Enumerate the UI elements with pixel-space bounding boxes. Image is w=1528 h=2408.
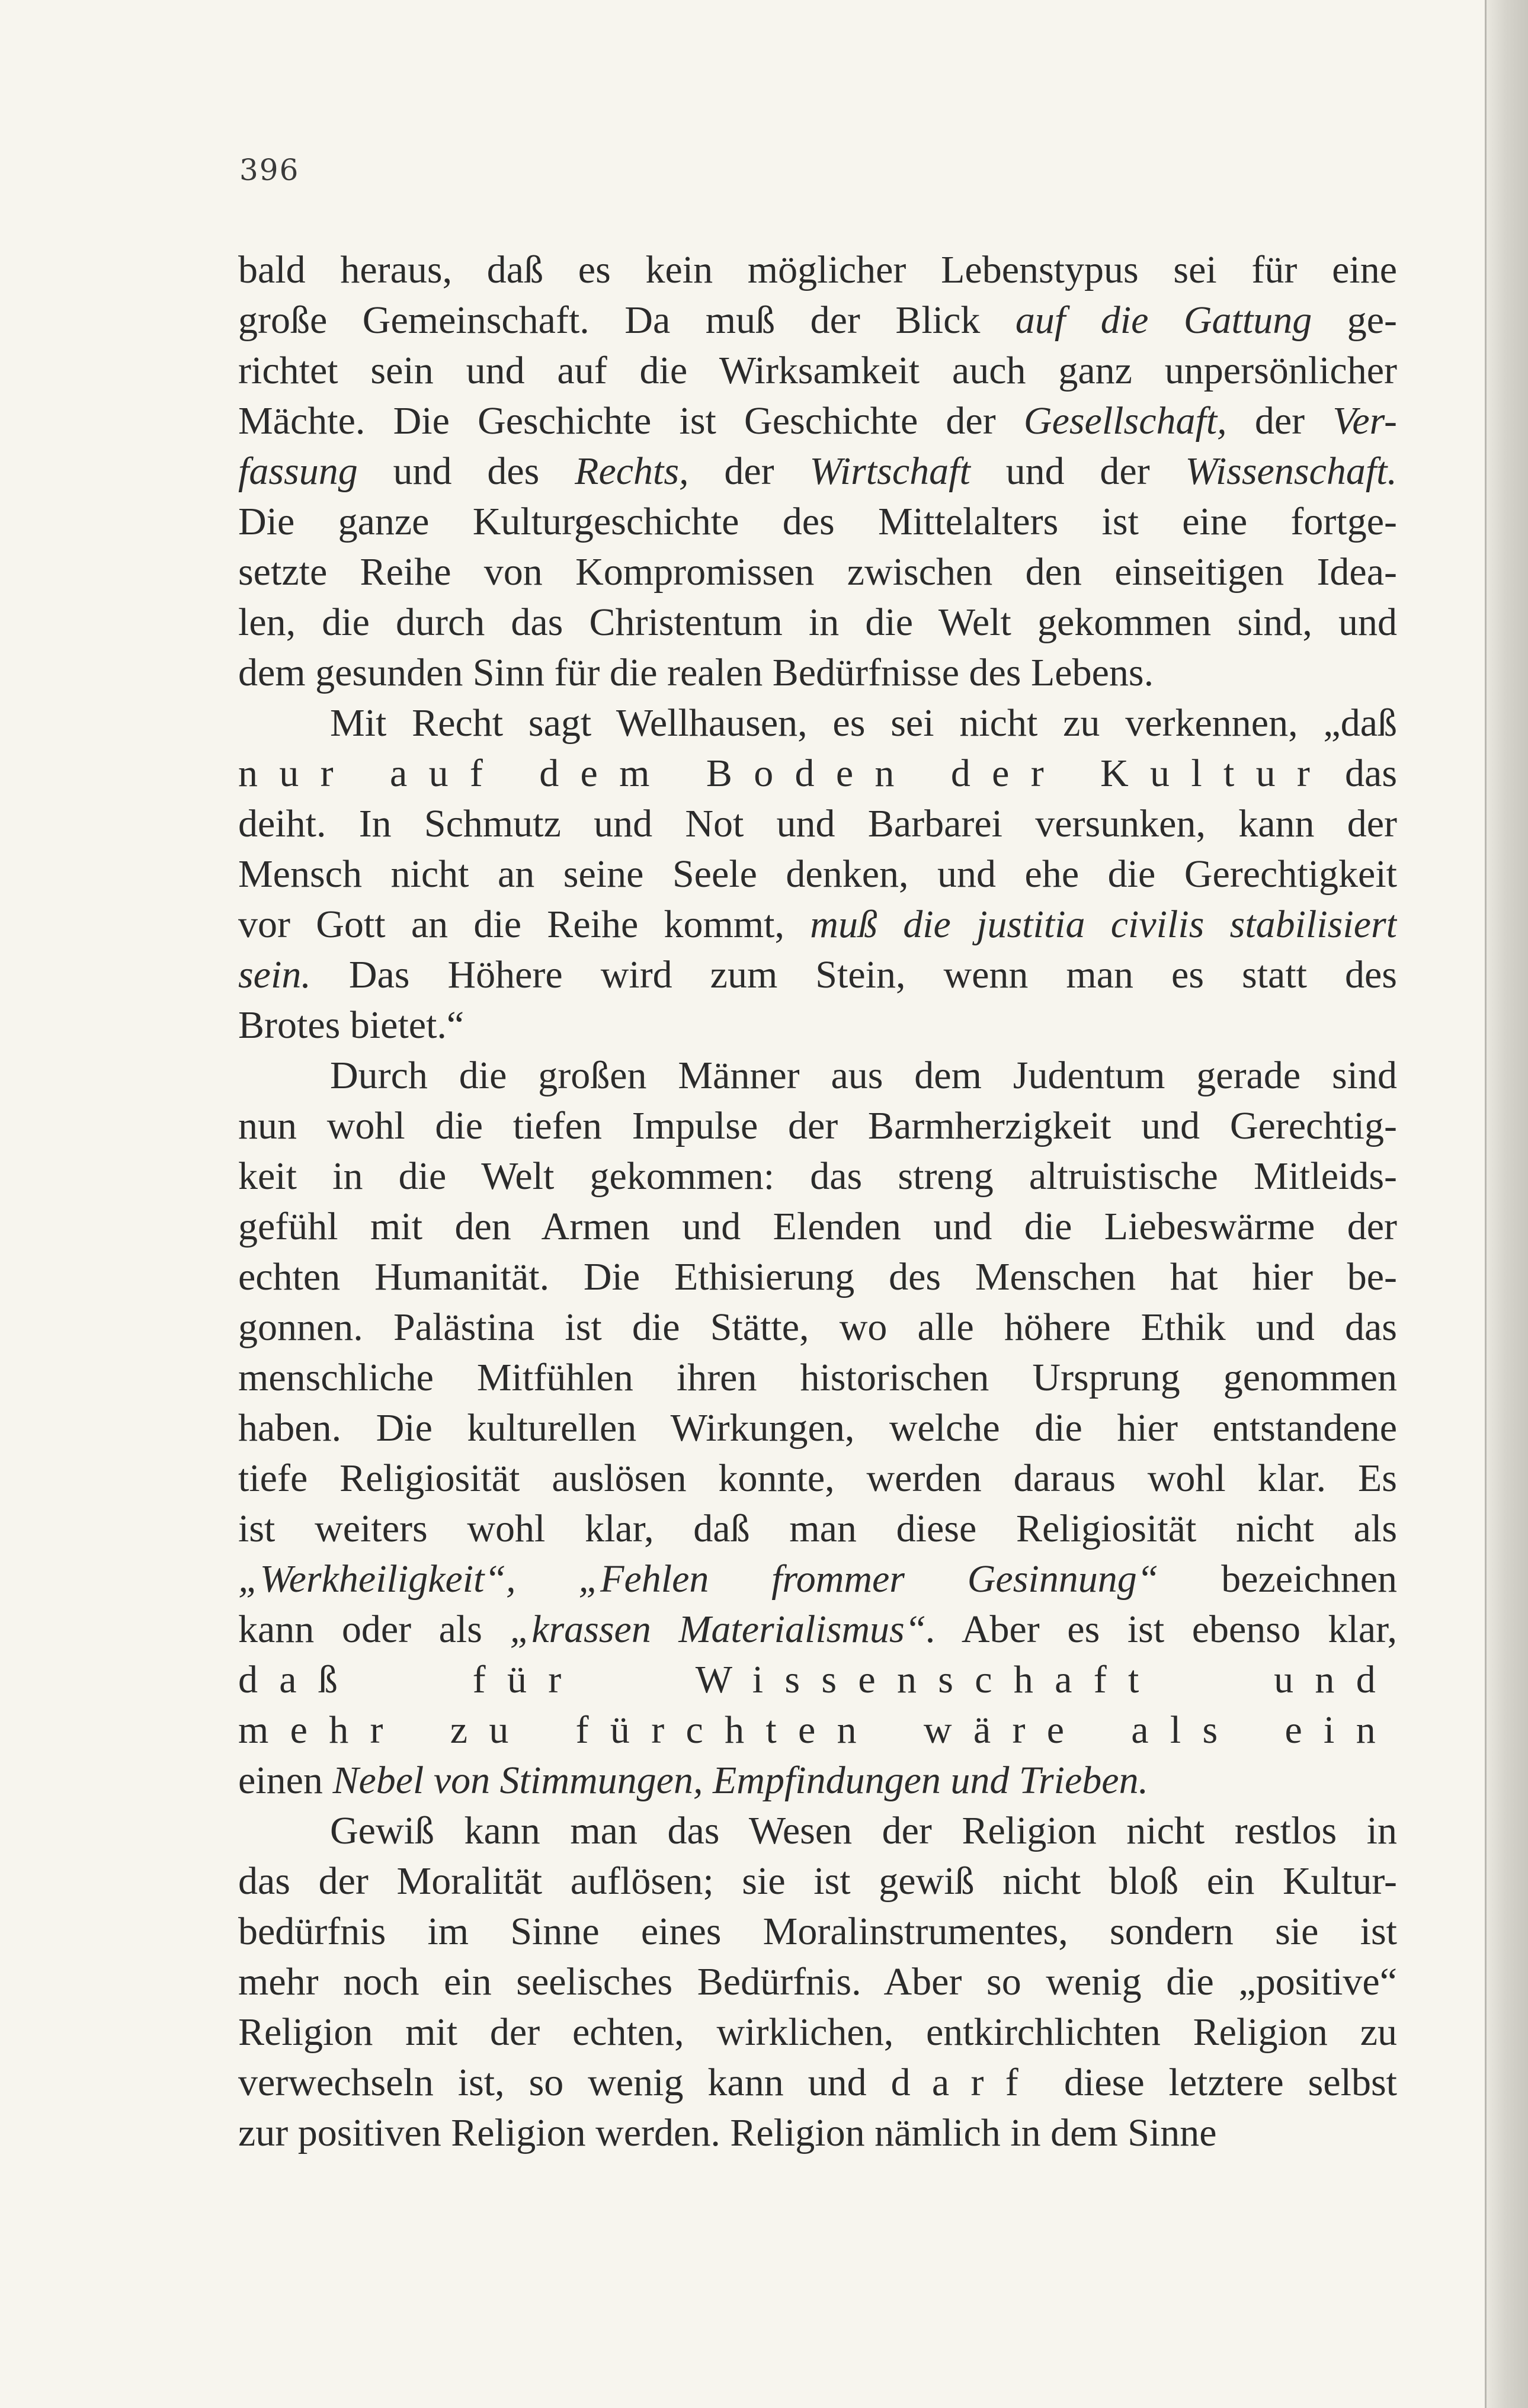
text-line [238,1655,1397,1705]
text-line [238,1453,1397,1503]
text-line [238,396,1397,446]
text-segment: bedürfnis im Sinne eines Moralinstrumentes, sondern sie ist [238,1910,1397,1953]
italic-text: sein. [238,953,311,996]
text-segment: kann oder als [238,1608,510,1651]
text-line [238,1957,1397,2007]
text-line [238,1151,1397,1201]
italic-text: Gesellschaft, [1023,399,1227,443]
text-line [238,748,1397,799]
text-segment: ge- [1312,299,1397,342]
text-segment: deiht. In Schmutz und Not und Barbarei versunken, kann der [238,802,1397,845]
text-segment: Aber es ist ebenso klar, [936,1608,1397,1651]
text-line [238,1906,1397,1957]
text-line [238,597,1397,647]
text-line [238,245,1397,295]
paragraph [238,698,1397,1050]
text-segment: und des [357,450,575,493]
text-line [238,1252,1397,1302]
text-line [238,2057,1397,2108]
text-segment: große Gemeinschaft. Da muß der Blick [238,299,1016,342]
italic-text: Wissenschaft. [1185,450,1397,493]
text-line [238,1554,1397,1604]
text-line [238,1050,1397,1101]
italic-text: Rechts, [575,450,689,493]
text-segment: Durch die großen Männer aus dem Judentum gerade sind [330,1054,1397,1097]
text-segment: richtet sein und auf die Wirksamkeit auch ganz unpersönlicher [238,349,1397,392]
text-segment: der [1226,399,1333,443]
spaced-emphasis-text: mehr zu fürchten wäre als ein [238,1708,1397,1752]
italic-text: Wirtschaft [809,450,970,493]
text-line [238,1101,1397,1151]
text-line [238,2007,1397,2057]
text-segment: haben. Die kulturellen Wirkungen, welche die hier entstandene [238,1406,1397,1450]
text-line [238,1503,1397,1554]
text-segment: gefühl mit den Armen und Elenden und die Liebeswärme der [238,1205,1397,1248]
text-segment: Brotes bietet.“ [238,1003,465,1047]
text-line [238,345,1397,396]
text-segment: dem gesunden Sinn für die realen Bedürfnisse des Lebens. [238,651,1154,694]
text-line [238,1856,1397,1906]
text-line [238,1403,1397,1453]
text-segment: vor Gott an die Reihe kommt, [238,903,811,946]
text-segment: verwechseln ist, so wenig kann und [238,2061,891,2104]
italic-text: muß die justitia civilis stabilisiert [810,903,1397,946]
text-segment: menschliche Mitfühlen ihren historischen Ursprung genommen [238,1356,1397,1399]
text-segment: Religion mit der echten, wirklichen, entkirchlichten Religion zu [238,2011,1397,2054]
text-segment: Mächte. Die Geschichte ist Geschichte der [238,399,1024,443]
text-segment: diese letztere selbst [1040,2061,1397,2104]
text-line [238,1755,1397,1806]
text-line [238,799,1397,849]
italic-text: fassung [238,450,358,493]
text-segment: und der [970,450,1186,493]
body-text [238,245,1397,2158]
text-segment: Die ganze Kulturgeschichte des Mittelalters ist eine fortge- [238,500,1397,543]
text-line [238,496,1397,547]
page-gutter-line [1485,0,1487,2408]
spaced-emphasis-text: darf [890,2061,1040,2104]
text-segment: mehr noch ein seelisches Bedürfnis. Aber so wenig die „positive“ [238,1960,1397,2003]
text-segment: Mensch nicht an seine Seele denken, und ehe die Gerechtigkeit [238,852,1397,896]
italic-text: „krassen Materialismus“. [510,1608,936,1651]
text-segment: gonnen. Palästina ist die Stätte, wo alle höhere Ethik und das [238,1306,1397,1349]
spaced-emphasis-text: nur auf dem Boden der Kultur [238,752,1332,795]
text-segment: nun wohl die tiefen Impulse der Barmherzigkeit und Gerechtig- [238,1104,1397,1147]
italic-text: auf die Gattung [1015,299,1312,342]
text-line [238,1806,1397,1856]
text-line [238,2108,1397,2158]
text-segment: bezeichnen [1158,1557,1397,1601]
text-segment: setzte Reihe von Kompromissen zwischen den einseitigen Idea- [238,550,1397,594]
text-segment: Mit Recht sagt Wellhausen, es sei nicht zu verkennen, „daß [330,701,1397,745]
italic-text: Ver- [1332,399,1397,443]
text-line [238,899,1397,950]
text-segment: das [1345,752,1397,795]
text-segment: das der Moralität auflösen; sie ist gewiß nicht bloß ein Kultur- [238,1859,1397,1903]
text-segment: Gewiß kann man das Wesen der Religion nicht restlos in [330,1809,1397,1852]
text-line [238,1604,1397,1655]
page-edge-shadow [1487,0,1528,2408]
paragraph [238,245,1397,698]
text-segment: len, die durch das Christentum in die Welt gekommen sind, und [238,601,1397,644]
text-line [238,1302,1397,1352]
text-segment: zur positiven Religion werden. Religion nämlich in dem Sinne [238,2111,1217,2154]
text-segment: bald heraus, daß es kein möglicher Lebenstypus sei für eine [238,248,1397,291]
text-line [238,295,1397,345]
text-line [238,1000,1397,1050]
text-line [238,547,1397,597]
italic-text: „Werkheiligkeit“, „Fehlen frommer Gesinnung“ [238,1557,1159,1601]
text-line [238,950,1397,1000]
text-line [238,446,1397,496]
italic-text: Nebel von Stimmungen, Empfindungen und Trieben. [332,1759,1149,1802]
page-number: 396 [239,153,300,187]
text-line [238,698,1397,748]
text-segment: echten Humanität. Die Ethisierung des Menschen hat hier be- [238,1255,1397,1298]
text-line [238,1705,1397,1755]
spaced-emphasis-text: daß für Wissenschaft und [238,1658,1397,1701]
text-segment: keit in die Welt gekommen: das streng altruistische Mitleids- [238,1155,1397,1198]
text-segment: einen [238,1759,333,1802]
text-line [238,1352,1397,1403]
text-segment: der [688,450,810,493]
paragraph [238,1050,1397,1806]
text-segment: Das Höhere wird zum Stein, wenn man es statt des [310,953,1397,996]
text-segment: tiefe Religiosität auslösen konnte, werden daraus wohl klar. Es [238,1457,1397,1500]
paragraph [238,1806,1397,2158]
text-line [238,1201,1397,1252]
text-line [238,647,1397,698]
text-segment: ist weiters wohl klar, daß man diese Religiosität nicht als [238,1507,1397,1550]
text-line [238,849,1397,899]
